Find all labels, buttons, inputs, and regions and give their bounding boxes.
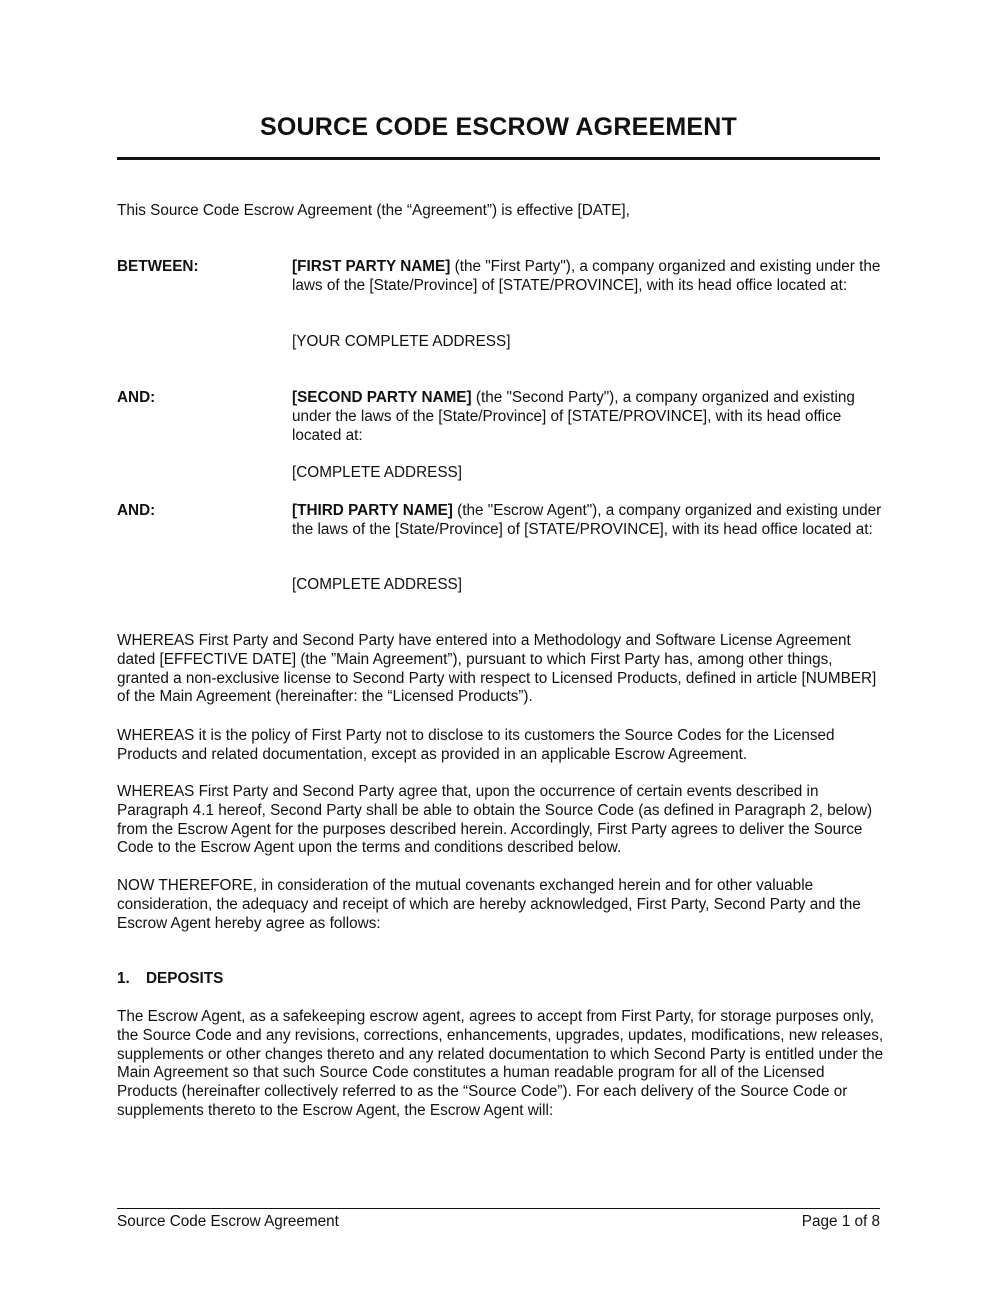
party-label-and-second: AND: [117,389,156,406]
section-1-body: The Escrow Agent, as a safekeeping escrow agent, agrees to accept from First Party, for storage purposes only, the Source Code and any revisions, corrections, enhancements, upgrades, updates, modifications, new releases, supplements or other changes thereto and any related documentation to which Second Party is entitled under the Main Agreement so that such Source Code constitutes a human readable program for all of the Licensed Products (hereinafter collectively referred to as the “Source Code”). For each delivery of the Source Code or supplements thereto to the Escrow Agent, the Escrow Agent will: [117,1008,884,1119]
footer-page-number: Page 1 of 8 [801,1213,880,1230]
footer-divider [117,1208,880,1209]
second-party-name: [SECOND PARTY NAME] [292,389,472,406]
footer-document-name: Source Code Escrow Agreement [117,1213,339,1230]
first-party-text: (the "First Party"), a company organized and existing under the laws of the [State/Province] of [STATE/PROVINCE], with its head office located at: [292,258,881,294]
second-party-address: [COMPLETE ADDRESS] [292,464,463,481]
document-title: SOURCE CODE ESCROW AGREEMENT [260,113,737,141]
third-party-address: [COMPLETE ADDRESS] [292,576,463,593]
whereas-paragraph-2: WHEREAS it is the policy of First Party not to disclose to its customers the Source Codes for the Licensed Products and related documentation, except as provided in an applicable Escrow Agreement. [117,727,835,763]
third-party-clause [292,502,892,540]
party-label-and-third: AND: [117,502,156,519]
intro-paragraph: This Source Code Escrow Agreement (the “Agreement”) is effective [DATE], [117,202,630,219]
whereas-paragraph-1: WHEREAS First Party and Second Party have entered into a Methodology and Software License Agreement dated [EFFECTIVE DATE] (the ”Main Agreement”), pursuant to which First Party has, among other things, granted a non-exclusive license to Second Party with respect to Licensed Products, defined in article [NUMBER] of the Main Agreement (hereinafter: the “Licensed Products”). [117,632,877,706]
now-therefore-paragraph: NOW THEREFORE, in consideration of the mutual covenants exchanged herein and for other valuable consideration, the adequacy and receipt of which are hereby acknowledged, First Party, Second Party and the Escrow Agent hereby agree as follows: [117,877,861,932]
section-1-number: 1. [117,970,130,987]
first-party-clause [292,258,892,296]
second-party-clause [292,389,892,445]
third-party-text: (the "Escrow Agent"), a company organized and existing under the laws of the [State/Province] of [STATE/PROVINCE], with its head office located at: [292,502,882,538]
first-party-name: [FIRST PARTY NAME] [292,258,451,275]
whereas-paragraph-3: WHEREAS First Party and Second Party agree that, upon the occurrence of certain events described in Paragraph 4.1 hereof, Second Party shall be able to obtain the Source Code (as defined in Paragraph 2, below) from the Escrow Agent for the purposes described herein. Accordingly, First Party agrees to deliver the Source Code to the Escrow Agent upon the terms and conditions described below. [117,783,873,857]
section-1-title: DEPOSITS [146,970,224,987]
title-divider [117,157,880,160]
first-party-address: [YOUR COMPLETE ADDRESS] [292,333,511,350]
party-label-between: BETWEEN: [117,258,199,275]
section-1-heading [117,970,223,989]
third-party-name: [THIRD PARTY NAME] [292,502,453,519]
second-party-text: (the "Second Party"), a company organized and existing under the laws of the [State/Province] of [STATE/PROVINCE], with its head office located at: [292,389,855,444]
